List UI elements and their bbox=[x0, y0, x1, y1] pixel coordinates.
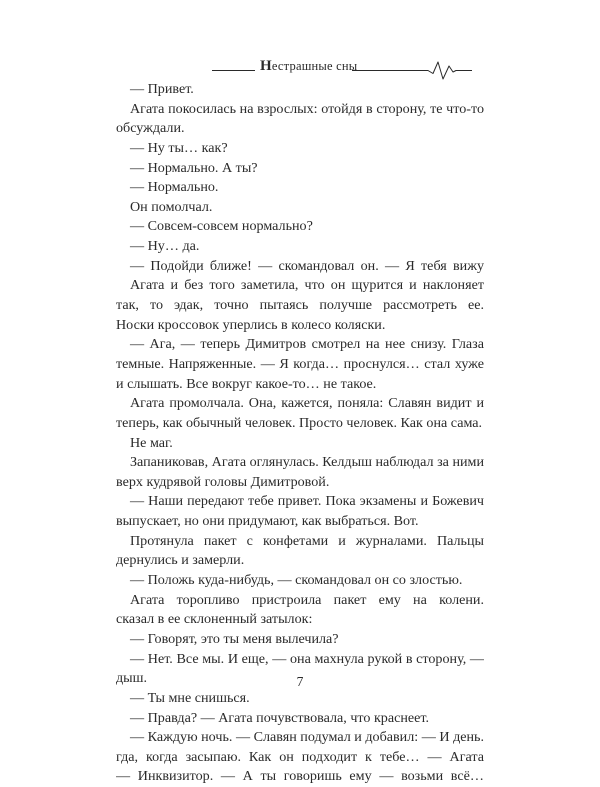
text-line: теперь, как обычный человек. Просто человек. Как она сама. bbox=[116, 414, 483, 431]
text-line: Не маг. bbox=[130, 434, 173, 451]
text-line: дыш. bbox=[116, 670, 148, 687]
page-number: 7 bbox=[296, 674, 304, 689]
text-line: дернулись и замерли. bbox=[116, 552, 245, 569]
text-line: Агата покосилась на взрослых: отойдя в сторону, те что-то bbox=[130, 100, 484, 117]
running-header-title bbox=[260, 58, 357, 75]
text-line: выпускает, но они придумают, как выбраться. Вот. bbox=[116, 513, 419, 530]
text-line: — Ну ты… как? bbox=[130, 139, 228, 156]
text-line: сказал в ее склоненный затылок: bbox=[116, 611, 313, 628]
running-header bbox=[212, 58, 472, 82]
text-line: — Ну… да. bbox=[130, 238, 200, 255]
text-line: — Инквизитор. — А ты говоришь ему — возьми всё… bbox=[116, 768, 484, 785]
text-line: — Положь куда-нибудь, — скомандовал он со злостью. bbox=[130, 572, 463, 589]
text-line: Носки кроссовок уперлись в колесо коляски. bbox=[116, 316, 386, 333]
text-line: Он помолчал. bbox=[130, 198, 213, 215]
text-line: темные. Напряженные. — Я когда… проснулся… стал хуже bbox=[116, 355, 484, 372]
text-line: верх кудрявой головы Димитровой. bbox=[116, 473, 330, 490]
text-line: и слышать. Все вокруг какое-то… не такое. bbox=[116, 375, 377, 392]
header-title-rest: естрашные сны bbox=[271, 59, 358, 73]
text-line: Агата и без того заметила, что он щурится и наклоняет bbox=[130, 277, 484, 294]
text-line: — Наши передают тебе привет. Пока экзамены и Божевич bbox=[130, 493, 484, 510]
text-line: — Каждую ночь. — Славян подумал и добавил: — И день. bbox=[130, 729, 484, 746]
header-title-capital: Н bbox=[260, 58, 272, 74]
text-line: Агата промолчала. Она, кажется, поняла: Славян видит и bbox=[130, 395, 484, 412]
text-line: Протянула пакет с конфетами и журналами. Пальцы bbox=[130, 532, 484, 549]
text-line: — Ты мне снишься. bbox=[130, 689, 250, 706]
text-line: так, то эдак, точно пытаясь получше рассмотреть ее. bbox=[116, 297, 484, 314]
text-line: — Привет. bbox=[130, 81, 194, 97]
text-line: — Правда? — Агата почувствовала, что краснеет. bbox=[130, 709, 430, 726]
text-line: — Нормально. А ты? bbox=[130, 159, 258, 176]
text-line: обсуждали. bbox=[116, 120, 185, 137]
text-line: — Говорят, это ты меня вылечила? bbox=[130, 630, 339, 647]
text-line: Агата торопливо пристроила пакет ему на колени. bbox=[130, 591, 484, 608]
text-line: — Нет. Все мы. И еще, — она махнула рукой в сторону, — bbox=[130, 650, 484, 667]
text-line: — Ага, — теперь Димитров смотрел на нее снизу. Глаза bbox=[130, 336, 484, 353]
text-line: — Совсем-совсем нормально? bbox=[130, 218, 313, 235]
text-line: — Нормально. bbox=[130, 179, 219, 196]
text-line: гда, когда засыпаю. Как он подходит к тебе… — Агата bbox=[116, 748, 484, 765]
text-line: Запаниковав, Агата оглянулась. Келдыш наблюдал за ними bbox=[130, 454, 484, 471]
text-line: — Подойди ближе! — скомандовал он. — Я тебя вижу bbox=[130, 257, 484, 274]
